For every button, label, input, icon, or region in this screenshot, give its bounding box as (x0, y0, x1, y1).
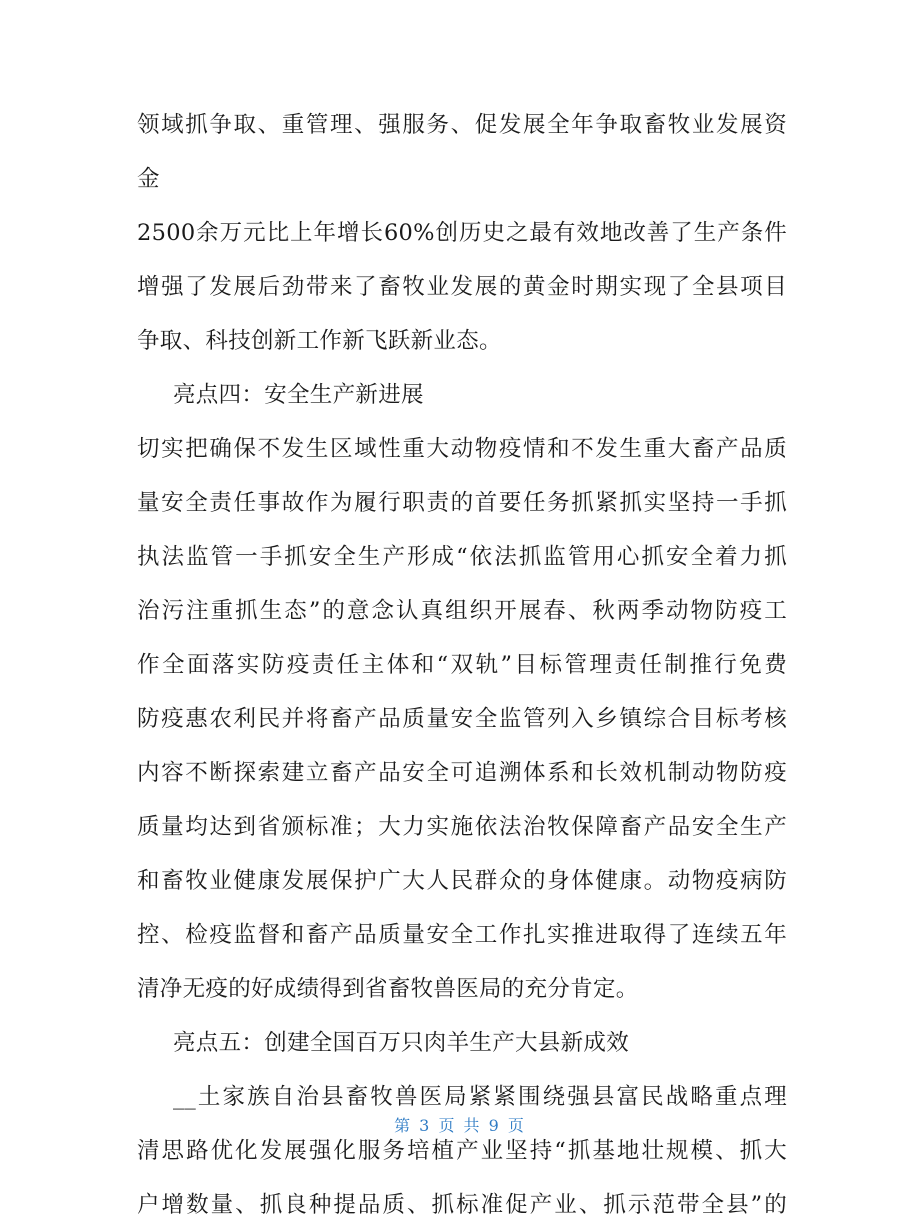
body-text (137, 98, 787, 1232)
text-line: 领域抓争取、重管理、强服务、促发展全年争取畜牧业发展资 (137, 112, 787, 138)
text-line: 金 (137, 166, 160, 192)
text-line: 防疫惠农利民并将畜产品质量安全监管列入乡镇综合目标考核 (137, 706, 787, 732)
text-line: 和畜牧业健康发展保护广大人民群众的身体健康。动物疫病防 (137, 868, 787, 894)
text-line: 清思路优化发展强化服务培植产业坚持“抓基地壮规模、抓大 (137, 1138, 787, 1164)
page-number: 第 3 页 共 9 页 (394, 1116, 526, 1135)
text-line: 质量均达到省颁标准；大力实施依法治牧保障畜产品安全生产 (137, 814, 787, 840)
text-line: 量安全责任事故作为履行职责的首要任务抓紧抓实坚持一手抓 (137, 490, 787, 516)
text-line: 2500余万元比上年增长60%创历史之最有效地改善了生产条件 (137, 220, 787, 246)
text-line: __土家族自治县畜牧兽医局紧紧围绕强县富民战略重点理 (173, 1084, 787, 1110)
text-line: 增强了发展后劲带来了畜牧业发展的黄金时期实现了全县项目 (137, 274, 787, 300)
section-heading: 亮点四：安全生产新进展 (173, 382, 424, 408)
text-line: 执法监管一手抓安全生产形成“依法抓监管用心抓安全着力抓 (137, 544, 787, 570)
text-line: 争取、科技创新工作新飞跃新业态。 (137, 328, 502, 354)
text-line: 切实把确保不发生区域性重大动物疫情和不发生重大畜产品质 (137, 436, 787, 462)
text-line: 内容不断探索建立畜产品安全可追溯体系和长效机制动物防疫 (137, 760, 787, 786)
text-line: 清净无疫的好成绩得到省畜牧兽医局的充分肯定。 (137, 976, 639, 1002)
text-line: 户增数量、抓良种提品质、抓标准促产业、抓示范带全县”的 (137, 1192, 787, 1218)
text-line: 作全面落实防疫责任主体和“双轨”目标管理责任制推行免费 (137, 652, 787, 678)
text-line: 控、检疫监督和畜产品质量安全工作扎实推进取得了连续五年 (137, 922, 787, 948)
section-heading: 亮点五：创建全国百万只肉羊生产大县新成效 (173, 1030, 630, 1056)
text-line: 治污注重抓生态”的意念认真组织开展春、秋两季动物防疫工 (137, 598, 787, 624)
